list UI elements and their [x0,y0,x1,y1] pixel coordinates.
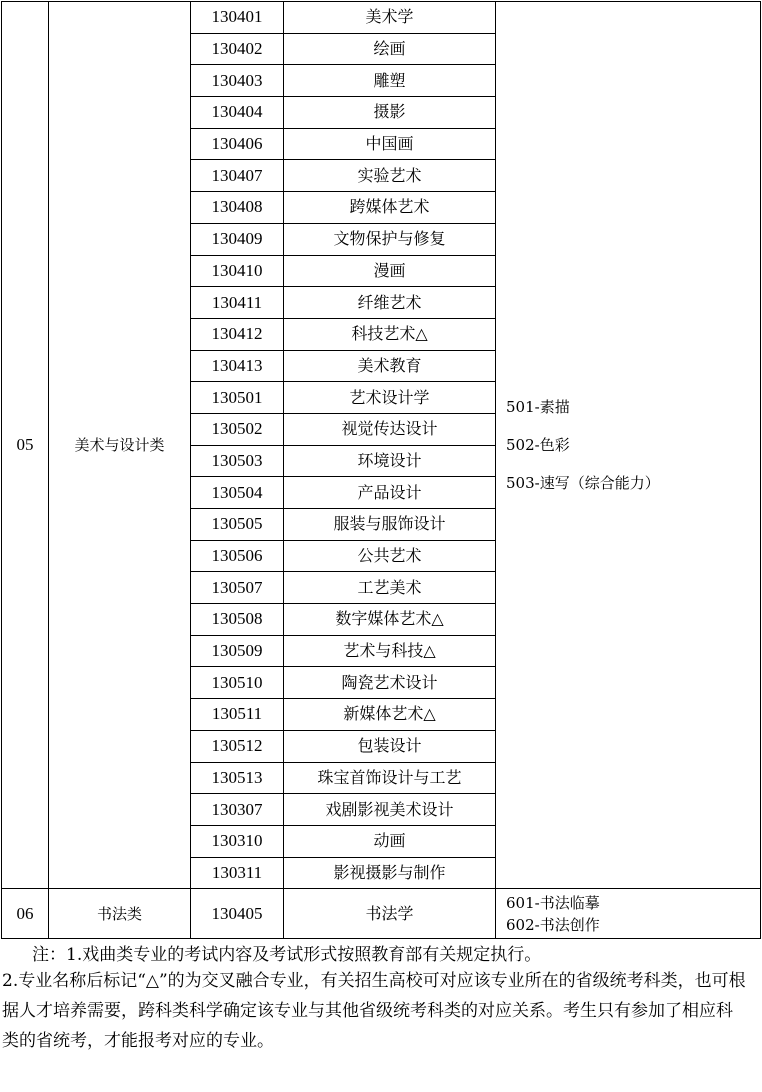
major-name: 书法学 [284,889,496,939]
exam-subject: 503-速写（综合能力） [506,474,660,493]
exam-subject: 602-书法创作 [506,915,600,934]
major-name: 科技艺术△ [284,318,496,350]
major-name: 美术学 [284,2,496,34]
major-name: 艺术与科技△ [284,635,496,667]
major-code: 130505 [191,509,284,541]
major-code: 130412 [191,318,284,350]
group-category: 美术与设计类 [49,2,191,889]
major-name: 工艺美术 [284,572,496,604]
table-row [2,889,761,939]
group-category: 书法类 [49,889,191,939]
major-code: 130403 [191,65,284,97]
major-code: 130407 [191,160,284,192]
major-table-body [2,2,761,939]
major-code: 130508 [191,604,284,636]
major-name: 实验艺术 [284,160,496,192]
major-name: 影视摄影与制作 [284,857,496,889]
major-code: 130311 [191,857,284,889]
major-name: 公共艺术 [284,540,496,572]
major-table-frame [1,1,760,939]
exam-subject: 502-色彩 [506,436,570,455]
major-name: 摄影 [284,97,496,129]
exam-subject: 601-书法临摹 [506,893,600,912]
major-code: 130512 [191,730,284,762]
major-table [1,1,761,939]
major-code: 130502 [191,413,284,445]
major-name: 动画 [284,825,496,857]
major-code: 130413 [191,350,284,382]
major-code: 130406 [191,128,284,160]
major-name: 环境设计 [284,445,496,477]
exam-subjects [496,889,761,939]
major-code: 130404 [191,97,284,129]
major-code: 130507 [191,572,284,604]
major-name: 数字媒体艺术△ [284,604,496,636]
major-code: 130509 [191,635,284,667]
major-code: 130506 [191,540,284,572]
major-code: 130307 [191,794,284,826]
major-code: 130503 [191,445,284,477]
major-code: 130504 [191,477,284,509]
major-name: 雕塑 [284,65,496,97]
major-name: 新媒体艺术△ [284,699,496,731]
major-code: 130310 [191,825,284,857]
exam-subject: 501-素描 [506,398,570,417]
major-name: 文物保护与修复 [284,223,496,255]
major-name: 包装设计 [284,730,496,762]
major-name: 纤维艺术 [284,287,496,319]
major-name: 跨媒体艺术 [284,192,496,224]
major-code: 130501 [191,382,284,414]
major-name: 戏剧影视美术设计 [284,794,496,826]
major-name: 美术教育 [284,350,496,382]
group-code: 06 [2,889,49,939]
major-code: 130402 [191,33,284,65]
major-name: 漫画 [284,255,496,287]
exam-subjects [496,2,761,889]
major-code: 130405 [191,889,284,939]
major-code: 130510 [191,667,284,699]
major-name: 中国画 [284,128,496,160]
major-code: 130409 [191,223,284,255]
major-name: 艺术设计学 [284,382,496,414]
notes [2,944,747,1056]
major-code: 130401 [191,2,284,34]
table-row [2,2,761,34]
major-name: 产品设计 [284,477,496,509]
major-name: 珠宝首饰设计与工艺 [284,762,496,794]
major-name: 视觉传达设计 [284,413,496,445]
major-code: 130513 [191,762,284,794]
major-name: 绘画 [284,33,496,65]
major-name: 陶瓷艺术设计 [284,667,496,699]
major-code: 130410 [191,255,284,287]
group-code: 05 [2,2,49,889]
note-1: 注：1.戏曲类专业的考试内容及考试形式按照教育部有关规定执行。 [32,945,542,965]
major-name: 服装与服饰设计 [284,509,496,541]
major-code: 130408 [191,192,284,224]
major-code: 130411 [191,287,284,319]
major-code: 130511 [191,699,284,731]
note-2: 2.专业名称后标记“△”的为交叉融合专业，有关招生高校可对应该专业所在的省级统考科类，也可根据人才培养需要，跨科类科学确定该专业与其他省级统考科类的对应关系。考生只有参加了相应科类的省统考，才能报考对应的专业。 [2,971,746,1051]
